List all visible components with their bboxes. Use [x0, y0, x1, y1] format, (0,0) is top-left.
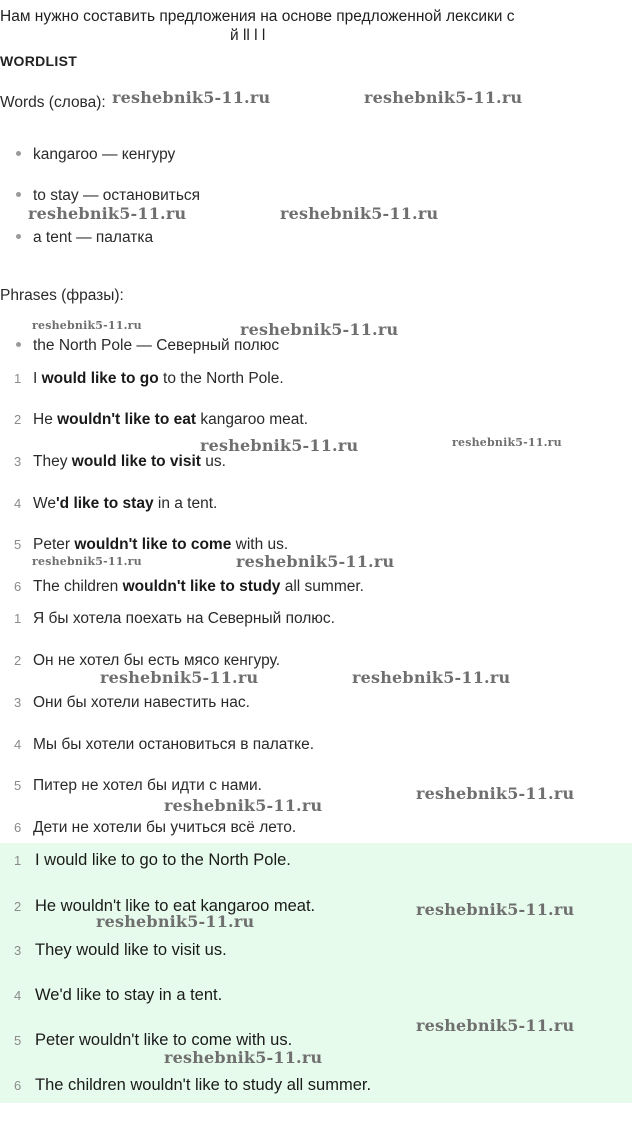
watermark: reshebnik5-11.ru — [100, 668, 259, 687]
watermark: reshebnik5-11.ru — [164, 1048, 323, 1067]
word-item: to stay — остановиться — [16, 187, 200, 205]
english-sentence: 3 They would like to visit us. — [14, 453, 226, 470]
watermark: reshebnik5-11.ru — [28, 204, 187, 223]
word-item: kangaroo — кенгуру — [16, 146, 175, 164]
russian-sentence: 1 Я бы хотела поехать на Северный полюс. — [14, 610, 335, 627]
english-sentence: 2 He wouldn't like to eat kangaroo meat. — [14, 411, 309, 428]
russian-sentence: 3 Они бы хотели навестить нас. — [14, 694, 250, 711]
russian-sentence: 2 Он не хотел бы есть мясо кенгуру. — [14, 652, 281, 669]
english-sentence: 6 The children wouldn't like to study all summer. — [14, 578, 364, 595]
watermark: reshebnik5-11.ru — [280, 204, 439, 223]
watermark: reshebnik5-11.ru — [32, 555, 142, 568]
words-label: Words (слова): — [0, 94, 106, 111]
watermark: reshebnik5-11.ru — [236, 552, 395, 571]
watermark: reshebnik5-11.ru — [364, 88, 523, 107]
russian-sentence: 6 Дети не хотели бы учиться всё лето. — [14, 819, 297, 836]
watermark: reshebnik5-11.ru — [200, 436, 359, 455]
watermark: reshebnik5-11.ru — [32, 319, 142, 332]
answer-sentence: 1 I would like to go to the North Pole. — [14, 851, 291, 869]
watermark: reshebnik5-11.ru — [416, 900, 575, 919]
bullet-icon — [16, 342, 21, 347]
clipped-text-line — [0, 27, 632, 48]
bullet-icon — [16, 234, 21, 239]
watermark: reshebnik5-11.ru — [112, 88, 271, 107]
watermark: reshebnik5-11.ru — [452, 436, 562, 449]
answer-sentence: 4 We'd like to stay in a tent. — [14, 986, 223, 1004]
english-sentence: 4 We'd like to stay in a tent. — [14, 495, 218, 512]
phrases-label: Phrases (фразы): — [0, 287, 124, 304]
watermark: reshebnik5-11.ru — [96, 912, 255, 931]
watermark: reshebnik5-11.ru — [164, 796, 323, 815]
answer-sentence: 6 The children wouldn't like to study all summer. — [14, 1076, 372, 1094]
bullet-icon — [16, 151, 21, 156]
watermark: reshebnik5-11.ru — [416, 1016, 575, 1035]
phrase-item: the North Pole — Северный полюс — [16, 337, 279, 355]
russian-sentence: 5 Питер не хотел бы идти с нами. — [14, 777, 262, 794]
clipped-text: й ll l l — [230, 27, 266, 44]
answer-sentence: 2 He wouldn't like to eat kangaroo meat. — [14, 897, 316, 915]
answer-sentence: 3 They would like to visit us. — [14, 941, 227, 959]
watermark: reshebnik5-11.ru — [240, 320, 399, 339]
watermark: reshebnik5-11.ru — [416, 784, 575, 803]
english-sentence: 5 Peter wouldn't like to come with us. — [14, 536, 289, 553]
wordlist-heading: WORDLIST — [0, 53, 78, 69]
english-sentence: 1 I would like to go to the North Pole. — [14, 370, 284, 387]
intro-text: Нам нужно составить предложения на основе предложенной лексики с — [0, 8, 515, 25]
word-item: a tent — палатка — [16, 229, 153, 247]
answer-sentence: 5 Peter wouldn't like to come with us. — [14, 1031, 293, 1049]
bullet-icon — [16, 192, 21, 197]
watermark: reshebnik5-11.ru — [352, 668, 511, 687]
russian-sentence: 4 Мы бы хотели остановиться в палатке. — [14, 736, 315, 753]
